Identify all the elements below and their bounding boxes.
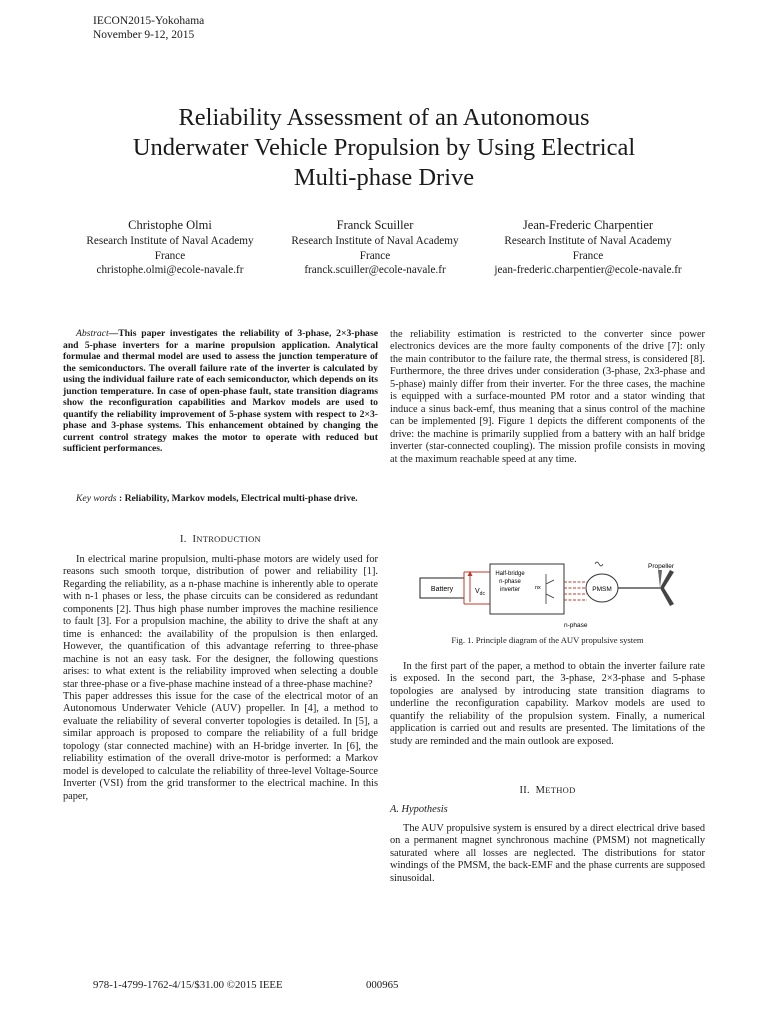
svg-text:Half-bridge: Half-bridge bbox=[495, 571, 525, 577]
title-line: Multi-phase Drive bbox=[293, 164, 475, 191]
left-column-body bbox=[63, 554, 378, 803]
author-email: franck.scuiller@ecole-navale.fr bbox=[304, 264, 446, 276]
keywords bbox=[63, 493, 378, 505]
vdc-label: $V_{dc}$ bbox=[475, 588, 485, 597]
paragraph: the reliability estimation is restricted to the converter since power electronics devices are the more faulty components of the drive [7]: only the main contributor to the failure rate, the thermal stress, is considered [8]. Furthermore, the three drives under consideration (3-phase, 2x3-phase and 5-phase) mainly differ from their inverter. For the three cases, the machine is equipped with a surface-mounted PM rotor and a stator winding that induce a sinus back-emf, thus meaning that a sinus control of the machine can be implemented [9]. Figure 1 depicts the different components of the drive: the machine is primarily supplied from a battery with an half bridge inverter (star-connected coupling). The mission profile consists in moving at the maximum reachable speed at any time. bbox=[390, 329, 705, 465]
title-line: Reliability Assessment of an Autonomous bbox=[178, 104, 590, 131]
paragraph: This paper addresses this issue for the case of the electrical motor of an Autonomous Underwater Vehicle (AUV) propeller. In [4], a method to evaluate the reliability of several converter topologies is detailed. In [5], a similar approach is proposed to compare the reliability of a full bridge topology (star connected machine) with an H-bridge inverter. In [6], the reliability estimation of the overall drive-motor is performed: a Markov model is developed to calculate the reliability of three-level Voltage-Source Inverter (VSI) from the grid transformer to the electrical machine. In this paper, bbox=[63, 690, 378, 802]
svg-text:PMSM: PMSM bbox=[592, 586, 612, 593]
author-affiliation: Research Institute of Naval Academy bbox=[291, 235, 459, 247]
author-affiliation: Research Institute of Naval Academy bbox=[86, 235, 254, 247]
abstract-text: —This paper investigates the reliability of 3-phase, 2×3-phase and 5-phase inverters for a marine propulsion application. Analytical formulae and thermal model are used to assess the junction temperature of the semiconductors. The overall failure rate of the inverter is calculated by using the individual failure rate of each semiconductor, which depends on its junction temperature. In case of open-phase fault, state transition diagrams show the reconfiguration capabilities and Markov models are used to quantify the reliability improvement of 5-phase system with respect to 2×3-phase and 3-phase systems. This enhancement obtained by changing the current control strategy makes the motor to operate with reduced but sufficient performances. bbox=[63, 328, 378, 455]
conference-dates: November 9-12, 2015 bbox=[93, 29, 195, 41]
author-name: Franck Scuiller bbox=[336, 218, 414, 232]
right-column-top bbox=[390, 329, 705, 466]
svg-text:nx: nx bbox=[535, 585, 541, 591]
author-email: jean-frederic.charpentier@ecole-navale.fr bbox=[494, 264, 682, 276]
author-name: Christophe Olmi bbox=[128, 218, 212, 232]
author-block bbox=[270, 218, 480, 278]
subsection-hypothesis: A. Hypothesis bbox=[390, 804, 448, 815]
author-country: France bbox=[572, 249, 604, 262]
author-block bbox=[478, 218, 698, 278]
footer-isbn: 978-1-4799-1762-4/15/$31.00 ©2015 IEEE bbox=[93, 979, 283, 991]
section-heading-introduction: I. INTRODUCTION bbox=[180, 534, 261, 545]
propulsion-diagram bbox=[412, 560, 712, 630]
conference-header bbox=[93, 14, 204, 42]
paragraph: In electrical marine propulsion, multi-phase motors are widely used for reasons such smooth torque, distribution of power and reliability [1]. Regarding the reliability, as a n-phase machine is inherently able to operate with n-1 phases or less, the phase circuits can be considered as redundant components [2]. Thus high phase number improves the machine resilience to fault [3]. For a propulsion machine, the ability to drive the shaft at any time is enhanced: the availability of the propulsion is then enlarged. However, the quantification of this advantage referring to three-phase machine is not an easy task. For the designer, the following questions arises: to what extent is the reliability improved when selecting a double star three-phase or a five-phase machine instead of a three-phase machine? bbox=[63, 554, 378, 690]
figure-1-diagram bbox=[412, 560, 712, 630]
author-country: France bbox=[154, 249, 186, 262]
paragraph: In the first part of the paper, a method to obtain the inverter failure rate is exposed. In the second part, the 3-phase, 2×3-phase and 5-phase topologies are analysed by introducing state transition diagrams to underline the reconfiguration capability. Markov models are used to quantify the reliability of the propulsion system. Finally, a numerical application is carried out and results are presented. The limitations of the study are reminded and the main outlook are exposed. bbox=[390, 661, 705, 747]
author-email: christophe.olmi@ecole-navale.fr bbox=[96, 264, 244, 276]
right-column-hypothesis bbox=[390, 823, 705, 885]
page-number: 000965 bbox=[366, 979, 399, 991]
title-line: Underwater Vehicle Propulsion by Using Electrical bbox=[132, 134, 636, 161]
svg-text:Propeller: Propeller bbox=[648, 563, 675, 570]
right-column-bottom bbox=[390, 661, 705, 748]
author-country: France bbox=[359, 249, 391, 262]
conference-name: IECON2015-Yokohama bbox=[93, 15, 205, 27]
figure-caption: Fig. 1. Principle diagram of the AUV propulsive system bbox=[451, 635, 644, 645]
author-affiliation: Research Institute of Naval Academy bbox=[504, 235, 672, 247]
abstract bbox=[63, 328, 378, 455]
keywords-label: Key words bbox=[76, 493, 117, 504]
svg-text:n-phase: n-phase bbox=[499, 579, 521, 585]
sine-icon bbox=[595, 562, 603, 566]
author-name: Jean-Frederic Charpentier bbox=[522, 218, 654, 232]
propeller-icon bbox=[660, 570, 674, 588]
keywords-text: : Reliability, Markov models, Electrical multi-phase drive. bbox=[118, 493, 358, 504]
abstract-label: Abstract bbox=[76, 328, 109, 339]
author-block bbox=[60, 218, 280, 278]
svg-text:inverter: inverter bbox=[499, 587, 521, 593]
section-heading-method: II. METHOD bbox=[519, 785, 576, 796]
battery-label: Battery bbox=[430, 586, 454, 593]
paper-title bbox=[40, 103, 728, 193]
svg-text:n-phase: n-phase bbox=[564, 622, 588, 629]
paragraph: The AUV propulsive system is ensured by a direct electrical drive based on a permanent magnet synchronous machine (PMSM) not magnetically saturated where all losses are neglected. The distributions for stator windings of the PMSM, the back-EMF and the phase currents are supposed sinusoidal. bbox=[390, 823, 705, 884]
